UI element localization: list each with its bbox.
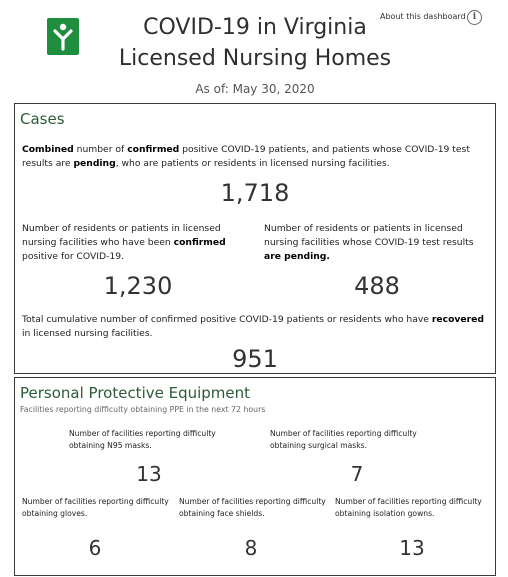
person-icon: [47, 18, 79, 55]
info-icon[interactable]: i: [467, 10, 482, 25]
ppe-heading: Personal Protective Equipment: [20, 384, 251, 402]
face-shields-label: Number of facilities reporting difficulty obtaining face shields.: [179, 497, 326, 518]
vdh-logo: [47, 18, 79, 55]
as-of-date: As of: May 30, 2020: [195, 82, 315, 96]
pending-description: Number of residents or patients in licensed nursing facilities whose COVID-19 test results are pending.: [264, 223, 474, 262]
about-dashboard-link[interactable]: About this dashboard: [380, 12, 466, 21]
gloves-count: 6: [88, 536, 102, 560]
pending-count: 488: [354, 272, 400, 300]
surgical-label: Number of facilities reporting difficulty obtaining surgical masks.: [270, 429, 417, 450]
title-line-2: Licensed Nursing Homes: [118, 46, 392, 71]
face-shields-count: 8: [244, 536, 258, 560]
surgical-count: 7: [350, 462, 364, 486]
confirmed-description: Number of residents or patients in licensed nursing facilities who have been confirmed positive for COVID-19.: [22, 223, 226, 262]
cases-panel: [14, 103, 496, 374]
n95-label: Number of facilities reporting difficulty obtaining N95 masks.: [69, 429, 216, 450]
recovered-description: Total cumulative number of confirmed positive COVID-19 patients or residents who have recovered in licensed nursing facilities.: [22, 314, 484, 339]
page-title: [100, 12, 410, 74]
gloves-label: Number of facilities reporting difficulty obtaining gloves.: [22, 497, 169, 518]
gowns-count: 13: [399, 536, 425, 560]
confirmed-count: 1,230: [103, 272, 173, 300]
ppe-panel: [14, 377, 496, 576]
gowns-label: Number of facilities reporting difficulty obtaining isolation gowns.: [335, 497, 482, 518]
recovered-count: 951: [232, 345, 278, 373]
cases-heading: Cases: [20, 110, 65, 128]
ppe-subheading: Facilities reporting difficulty obtaining PPE in the next 72 hours: [20, 405, 266, 414]
n95-count: 13: [136, 462, 162, 486]
combined-description: Combined number of confirmed positive COVID-19 patients, and patients whose COVID-19 test results are pending, who are patients or residents in licensed nursing facilities.: [22, 144, 470, 169]
title-line-1: COVID-19 in Virginia: [143, 15, 367, 40]
combined-count: 1,718: [220, 179, 290, 207]
